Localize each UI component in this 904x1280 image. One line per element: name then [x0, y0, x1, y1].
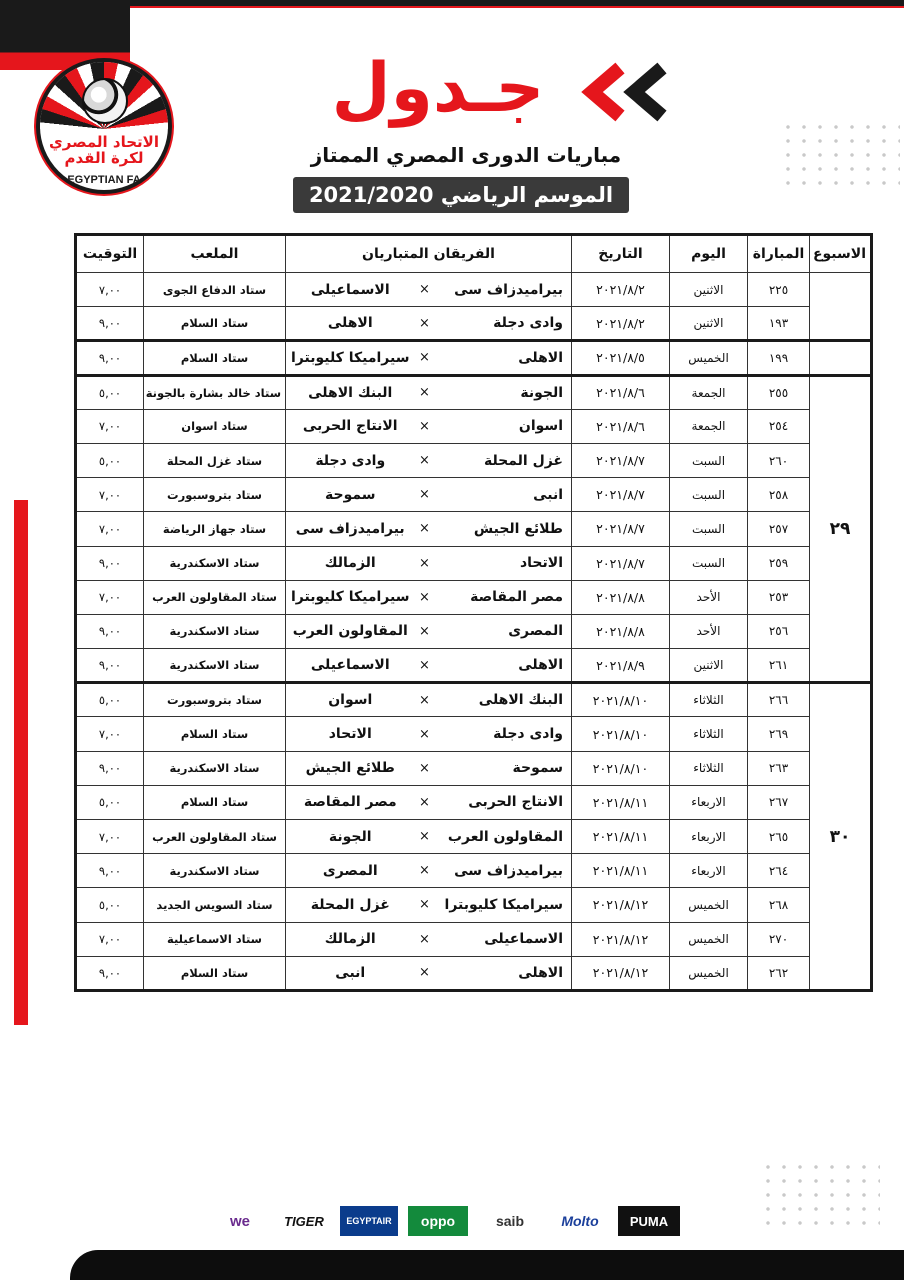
match-date: ٢٠٢١/٨/١٠	[572, 751, 670, 785]
stadium-name: ستاد السلام	[144, 717, 286, 751]
match-number: ٢٦٥	[748, 820, 810, 854]
table-row	[76, 478, 872, 512]
home-team: غزل المحلة	[483, 452, 563, 469]
kickoff-time: ٧,٠٠	[76, 512, 144, 546]
teams-cell	[286, 922, 572, 956]
header-week: الاسبوع	[810, 235, 872, 273]
versus-icon: ×	[419, 282, 430, 298]
stadium-name: ستاد الاسماعيلية	[144, 922, 286, 956]
teams-cell	[286, 785, 572, 819]
sponsor-saib-logo: saib	[495, 1213, 524, 1229]
match-number: ٢٦٨	[748, 888, 810, 922]
efa-logo	[36, 58, 172, 194]
match-day: الخميس	[670, 341, 748, 375]
table-row	[76, 717, 872, 751]
match-number: ٢٦٩	[748, 717, 810, 751]
match-day: الجمعة	[670, 409, 748, 443]
match-date: ٢٠٢١/٨/٢	[572, 307, 670, 341]
match-day: الثلاثاء	[670, 751, 748, 785]
teams-cell	[286, 614, 572, 648]
teams-cell	[286, 683, 572, 717]
dots-pattern	[780, 120, 900, 190]
away-team: البنك الاهلى	[308, 384, 393, 401]
stadium-name: ستاد بتروسبورت	[144, 478, 286, 512]
away-team: انبى	[335, 964, 366, 981]
match-day: السبت	[670, 443, 748, 477]
week-cell	[810, 341, 872, 375]
stadium-name: ستاد السلام	[144, 341, 286, 375]
kickoff-time: ٥,٠٠	[76, 375, 144, 409]
subtitle: مباريات الدورى المصري الممتاز	[310, 143, 622, 167]
home-team: المقاولون العرب	[447, 828, 563, 845]
teams-cell	[286, 888, 572, 922]
away-team: وادى دجلة	[315, 452, 386, 469]
match-day: السبت	[670, 512, 748, 546]
header-stadium: الملعب	[144, 235, 286, 273]
versus-icon: ×	[419, 453, 430, 469]
week-cell: ٣٠	[810, 683, 872, 991]
table-row	[76, 307, 872, 341]
match-day: الاربعاء	[670, 854, 748, 888]
match-number: ٢٥٩	[748, 546, 810, 580]
table-row	[76, 443, 872, 477]
home-team: الاهلى	[518, 964, 563, 981]
header-match: المباراة	[748, 235, 810, 273]
away-team: الجونة	[328, 828, 372, 845]
versus-icon: ×	[419, 794, 430, 810]
chevron-icon	[578, 62, 678, 122]
versus-icon: ×	[419, 623, 430, 639]
versus-icon: ×	[419, 931, 430, 947]
sponsor-oppo-logo: oppo	[408, 1206, 468, 1236]
table-row	[76, 956, 872, 990]
kickoff-time: ٩,٠٠	[76, 341, 144, 375]
versus-icon: ×	[419, 657, 430, 673]
versus-icon: ×	[419, 897, 430, 913]
stadium-name: ستاد المقاولون العرب	[144, 580, 286, 614]
versus-icon: ×	[419, 418, 430, 434]
match-number: ٢٥٨	[748, 478, 810, 512]
versus-icon: ×	[419, 863, 430, 879]
teams-cell	[286, 956, 572, 990]
match-date: ٢٠٢١/٨/٧	[572, 443, 670, 477]
match-day: الأحد	[670, 614, 748, 648]
header-date: التاريخ	[572, 235, 670, 273]
home-team: مصر المقاصة	[470, 589, 563, 606]
home-team: انبى	[533, 486, 563, 503]
match-day: الخميس	[670, 956, 748, 990]
match-number: ٢٦٦	[748, 683, 810, 717]
kickoff-time: ٥,٠٠	[76, 443, 144, 477]
home-team: بيراميدزاف سى	[454, 281, 563, 298]
header-day: اليوم	[670, 235, 748, 273]
football-icon	[82, 78, 128, 124]
stadium-name: ستاد الاسكندرية	[144, 854, 286, 888]
teams-cell	[286, 751, 572, 785]
match-date: ٢٠٢١/٨/٦	[572, 409, 670, 443]
teams-cell	[286, 273, 572, 307]
away-team: الزمالك	[324, 931, 376, 948]
match-day: الاربعاء	[670, 785, 748, 819]
match-date: ٢٠٢١/٨/١٢	[572, 888, 670, 922]
kickoff-time: ٩,٠٠	[76, 854, 144, 888]
match-number: ٢٥٥	[748, 375, 810, 409]
teams-cell	[286, 341, 572, 375]
kickoff-time: ٩,٠٠	[76, 614, 144, 648]
stadium-name: ستاد الاسكندرية	[144, 546, 286, 580]
table-row	[76, 546, 872, 580]
stadium-name: ستاد بتروسبورت	[144, 683, 286, 717]
kickoff-time: ٧,٠٠	[76, 922, 144, 956]
versus-icon: ×	[419, 315, 430, 331]
away-team: الزمالك	[324, 555, 376, 572]
match-date: ٢٠٢١/٨/٥	[572, 341, 670, 375]
stadium-name: ستاد الاسكندرية	[144, 649, 286, 683]
away-team: الاتحاد	[328, 726, 372, 743]
match-day: الخميس	[670, 922, 748, 956]
stadium-name: ستاد الاسكندرية	[144, 614, 286, 648]
match-number: ١٩٣	[748, 307, 810, 341]
kickoff-time: ٧,٠٠	[76, 409, 144, 443]
table-row	[76, 614, 872, 648]
match-number: ٢٦٧	[748, 785, 810, 819]
sponsor-tiger-logo: TIGER	[284, 1213, 324, 1229]
match-number: ٢٢٥	[748, 273, 810, 307]
stadium-name: ستاد جهاز الرياضة	[144, 512, 286, 546]
schedule-table	[74, 233, 873, 992]
match-day: الاربعاء	[670, 820, 748, 854]
sponsor-puma-logo: PUMA	[618, 1206, 680, 1236]
match-number: ٢٥٤	[748, 409, 810, 443]
home-team: وادى دجلة	[493, 315, 563, 332]
week-cell: ٢٩	[810, 375, 872, 683]
table-row	[76, 341, 872, 375]
teams-cell	[286, 443, 572, 477]
match-number: ٢٦٤	[748, 854, 810, 888]
teams-cell	[286, 649, 572, 683]
match-day: الثلاثاء	[670, 683, 748, 717]
match-number: ٢٥٦	[748, 614, 810, 648]
versus-icon: ×	[419, 350, 430, 366]
match-date: ٢٠٢١/٨/٦	[572, 375, 670, 409]
stadium-name: ستاد غزل المحلة	[144, 443, 286, 477]
bottom-bar	[70, 1250, 904, 1280]
table-row	[76, 580, 872, 614]
match-date: ٢٠٢١/٨/١٢	[572, 922, 670, 956]
teams-cell	[286, 820, 572, 854]
table-row	[76, 854, 872, 888]
kickoff-time: ٩,٠٠	[76, 546, 144, 580]
versus-icon: ×	[419, 487, 430, 503]
home-team: البنك الاهلى	[478, 692, 563, 709]
home-team: سموحة	[512, 760, 563, 777]
kickoff-time: ٥,٠٠	[76, 888, 144, 922]
header-time: التوقيت	[76, 235, 144, 273]
stadium-name: ستاد السلام	[144, 785, 286, 819]
match-day: السبت	[670, 546, 748, 580]
match-day: الاثنين	[670, 307, 748, 341]
home-team: الاتحاد	[519, 555, 563, 572]
kickoff-time: ٩,٠٠	[76, 956, 144, 990]
header-teams: الفريقان المتباريان	[286, 235, 572, 273]
sponsor-we-logo: we	[229, 1212, 250, 1230]
teams-cell	[286, 375, 572, 409]
teams-cell	[286, 409, 572, 443]
logo-text-english: EGYPTIAN FA	[67, 174, 141, 186]
versus-icon: ×	[419, 760, 430, 776]
table-header-row	[76, 235, 872, 273]
kickoff-time: ٥,٠٠	[76, 683, 144, 717]
home-team: اسوان	[518, 418, 563, 435]
versus-icon: ×	[419, 965, 430, 981]
match-day: الاثنين	[670, 649, 748, 683]
versus-icon: ×	[419, 555, 430, 571]
stadium-name: ستاد السويس الجديد	[144, 888, 286, 922]
table-row	[76, 375, 872, 409]
stadium-name: ستاد السلام	[144, 307, 286, 341]
away-team: مصر المقاصة	[303, 794, 397, 811]
stadium-name: ستاد الدفاع الجوى	[144, 273, 286, 307]
match-number: ٢٦٠	[748, 443, 810, 477]
page-title: جـدول	[331, 49, 545, 128]
home-team: بيراميدزاف سى	[454, 862, 563, 879]
match-date: ٢٠٢١/٨/١١	[572, 785, 670, 819]
match-number: ٢٦١	[748, 649, 810, 683]
home-team: الاسماعيلى	[484, 931, 563, 948]
match-number: ٢٦٣	[748, 751, 810, 785]
table-row	[76, 512, 872, 546]
season-banner: الموسم الرياضي 2021/2020	[293, 177, 629, 213]
match-day: السبت	[670, 478, 748, 512]
away-team: اسوان	[328, 692, 373, 709]
match-date: ٢٠٢١/٨/٨	[572, 614, 670, 648]
table-row	[76, 649, 872, 683]
logo-text-arabic: الاتحاد المصري لكرة القدم	[49, 133, 159, 167]
match-date: ٢٠٢١/٨/٢	[572, 273, 670, 307]
away-team: بيراميدزاف سى	[295, 520, 405, 537]
home-team: الانتاج الحربى	[468, 794, 563, 811]
versus-icon: ×	[419, 385, 430, 401]
match-number: ٢٧٠	[748, 922, 810, 956]
teams-cell	[286, 512, 572, 546]
kickoff-time: ٩,٠٠	[76, 751, 144, 785]
away-team: طلائع الجيش	[305, 760, 395, 777]
match-date: ٢٠٢١/٨/١٢	[572, 956, 670, 990]
away-team: غزل المحلة	[310, 896, 390, 913]
teams-cell	[286, 580, 572, 614]
table-row	[76, 751, 872, 785]
table-row	[76, 820, 872, 854]
versus-icon: ×	[419, 521, 430, 537]
table-row	[76, 785, 872, 819]
kickoff-time: ٩,٠٠	[76, 307, 144, 341]
top-black-bar	[120, 0, 904, 6]
stadium-name: ستاد الاسكندرية	[144, 751, 286, 785]
stadium-name: ستاد المقاولون العرب	[144, 820, 286, 854]
away-team: المصرى	[322, 862, 378, 879]
home-team: المصرى	[508, 623, 563, 640]
table-row	[76, 683, 872, 717]
match-date: ٢٠٢١/٨/٧	[572, 512, 670, 546]
match-date: ٢٠٢١/٨/١٠	[572, 683, 670, 717]
match-date: ٢٠٢١/٨/١١	[572, 854, 670, 888]
teams-cell	[286, 717, 572, 751]
match-date: ٢٠٢١/٨/٨	[572, 580, 670, 614]
away-team: سيراميكا كليوبترا	[291, 349, 410, 366]
match-day: الاثنين	[670, 273, 748, 307]
versus-icon: ×	[419, 829, 430, 845]
match-date: ٢٠٢١/٨/٧	[572, 478, 670, 512]
table-row	[76, 273, 872, 307]
away-team: الاسماعيلى	[310, 657, 390, 674]
sponsor-egyptair-logo: EGYPTAIR	[340, 1206, 398, 1236]
stadium-name: ستاد اسوان	[144, 409, 286, 443]
teams-cell	[286, 307, 572, 341]
schedule-body	[76, 273, 872, 991]
match-date: ٢٠٢١/٨/١٠	[572, 717, 670, 751]
kickoff-time: ٧,٠٠	[76, 273, 144, 307]
match-number: ٢٦٢	[748, 956, 810, 990]
kickoff-time: ٧,٠٠	[76, 820, 144, 854]
table-row	[76, 888, 872, 922]
teams-cell	[286, 546, 572, 580]
match-day: الأحد	[670, 580, 748, 614]
match-date: ٢٠٢١/٨/١١	[572, 820, 670, 854]
match-number: ١٩٩	[748, 341, 810, 375]
match-day: الخميس	[670, 888, 748, 922]
kickoff-time: ٩,٠٠	[76, 649, 144, 683]
kickoff-time: ٧,٠٠	[76, 717, 144, 751]
away-team: الانتاج الحربى	[302, 418, 398, 435]
match-number: ٢٥٣	[748, 580, 810, 614]
table-row	[76, 922, 872, 956]
week-cell	[810, 273, 872, 341]
home-team: سيراميكا كليوبترا	[444, 896, 563, 913]
home-team: الاهلى	[518, 349, 563, 366]
kickoff-time: ٥,٠٠	[76, 785, 144, 819]
away-team: سيراميكا كليوبترا	[291, 589, 410, 606]
match-day: الثلاثاء	[670, 717, 748, 751]
match-day: الجمعة	[670, 375, 748, 409]
stadium-name: ستاد السلام	[144, 956, 286, 990]
sponsors-bar	[200, 1204, 680, 1238]
table-row	[76, 409, 872, 443]
versus-icon: ×	[419, 726, 430, 742]
away-team: سموحة	[324, 486, 376, 503]
kickoff-time: ٧,٠٠	[76, 580, 144, 614]
kickoff-time: ٧,٠٠	[76, 478, 144, 512]
match-date: ٢٠٢١/٨/٧	[572, 546, 670, 580]
home-team: الاهلى	[518, 657, 563, 674]
teams-cell	[286, 854, 572, 888]
match-date: ٢٠٢١/٨/٩	[572, 649, 670, 683]
away-team: الاسماعيلى	[310, 281, 390, 298]
left-red-stripe	[14, 500, 28, 1025]
away-team: المقاولون العرب	[292, 623, 408, 640]
away-team: الاهلى	[327, 315, 373, 332]
home-team: طلائع الجيش	[473, 520, 563, 537]
match-number: ٢٥٧	[748, 512, 810, 546]
teams-cell	[286, 478, 572, 512]
home-team: الجونة	[520, 384, 563, 401]
versus-icon: ×	[419, 589, 430, 605]
versus-icon: ×	[419, 692, 430, 708]
dots-pattern	[760, 1160, 880, 1230]
home-team: وادى دجلة	[493, 726, 563, 743]
stadium-name: ستاد خالد بشارة بالجونة	[144, 375, 286, 409]
sponsor-molto-logo: Molto	[561, 1213, 599, 1229]
